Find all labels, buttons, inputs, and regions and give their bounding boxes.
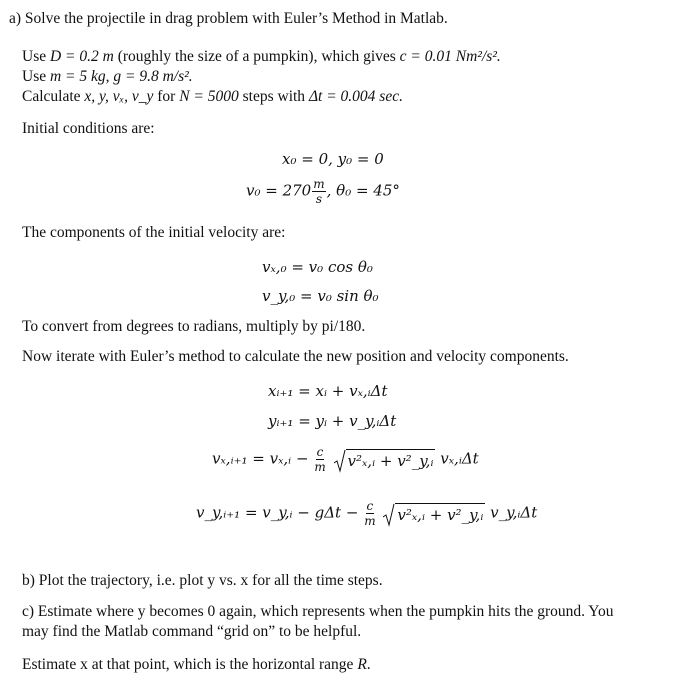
line1-middle: (roughly the size of a pumpkin), which gives	[113, 48, 400, 65]
vy-update-suffix: v_y,ᵢΔt	[490, 503, 538, 522]
steps-value: N = 5000	[179, 88, 239, 105]
v0-prefix: v₀ = 270	[246, 181, 312, 200]
m-denominator: m	[364, 514, 376, 528]
m-denominator: m	[314, 460, 326, 474]
estimate-suffix: .	[366, 656, 371, 673]
part-c-text-line1: c) Estimate where y becomes 0 again, which represents when the pumpkin hits the ground. You	[22, 603, 614, 620]
drag-coefficient-value: c = 0.01 Nm²/s².	[399, 48, 501, 65]
initial-position-equation: x₀ = 0, y₀ = 0	[282, 150, 384, 168]
vy-update-prefix: v_y,ᵢ₊₁ = v_y,ᵢ − gΔt −	[196, 503, 359, 522]
timestep-value: Δt = 0.004 sec.	[308, 88, 403, 105]
part-b-text: b) Plot the trajectory, i.e. plot y vs. x for all the time steps.	[22, 572, 383, 589]
convert-radians-text: To convert from degrees to radians, multiply by pi/180.	[22, 318, 366, 335]
part-a-title: a) Solve the projectile in drag problem with Euler’s Method in Matlab.	[9, 10, 448, 27]
line2-prefix: Use	[22, 68, 50, 85]
y-update-equation: yᵢ₊₁ = yᵢ + v_y,ᵢΔt	[268, 412, 397, 430]
theta0-value: , θ₀ = 45°	[326, 181, 400, 200]
c-numerator: c	[316, 445, 324, 459]
line1-prefix: Use	[22, 48, 50, 65]
estimate-prefix: Estimate x at that point, which is the horizontal range	[22, 656, 358, 673]
radical-sign-icon	[334, 449, 346, 473]
initial-velocity-equation	[246, 178, 400, 205]
line3-steps-text: steps with	[238, 88, 309, 105]
x-update-equation: xᵢ₊₁ = xᵢ + vₓ,ᵢΔt	[268, 382, 388, 400]
part-c-text-line2: may find the Matlab command “grid on” to be helpful.	[22, 623, 362, 640]
line3-middle: for	[153, 88, 180, 105]
vx-update-suffix: vₓ,ᵢΔt	[440, 449, 479, 468]
mass-gravity-value: m = 5 kg, g = 9.8 m/s².	[49, 68, 193, 85]
radical-sign-icon	[383, 503, 395, 527]
units-fraction	[312, 178, 325, 205]
diameter-value: D = 0.2 m	[49, 48, 114, 65]
speed-sqrt	[383, 503, 485, 524]
radicand: v²ₓ,ᵢ + v²_y,ᵢ	[346, 449, 436, 470]
vx0-equation: vₓ,₀ = v₀ cos θ₀	[262, 258, 373, 276]
units-denominator: s	[315, 192, 323, 206]
c-over-m-fraction	[364, 500, 375, 527]
c-numerator: c	[366, 499, 374, 513]
initial-conditions-label: Initial conditions are:	[22, 120, 155, 137]
given-mass-line	[22, 68, 193, 86]
line3-prefix: Calculate	[22, 88, 85, 105]
radicand: v²ₓ,ᵢ + v²_y,ᵢ	[395, 503, 485, 524]
estimate-range-text	[22, 656, 371, 674]
components-label: The components of the initial velocity are:	[22, 224, 286, 241]
c-over-m-fraction	[314, 446, 325, 473]
vy-update-equation	[196, 500, 537, 527]
range-symbol: R	[357, 656, 367, 673]
speed-sqrt	[334, 449, 436, 470]
vy0-equation: v_y,₀ = v₀ sin θ₀	[262, 287, 379, 305]
calculated-variables: x, y, vₓ, v_y	[84, 88, 154, 105]
vx-update-prefix: vₓ,ᵢ₊₁ = vₓ,ᵢ −	[212, 449, 309, 468]
given-diameter-line	[22, 48, 501, 66]
units-numerator: m	[313, 177, 325, 191]
iterate-text: Now iterate with Euler’s method to calculate the new position and velocity components.	[22, 348, 569, 365]
calculate-line	[22, 88, 403, 106]
vx-update-equation	[212, 446, 479, 473]
